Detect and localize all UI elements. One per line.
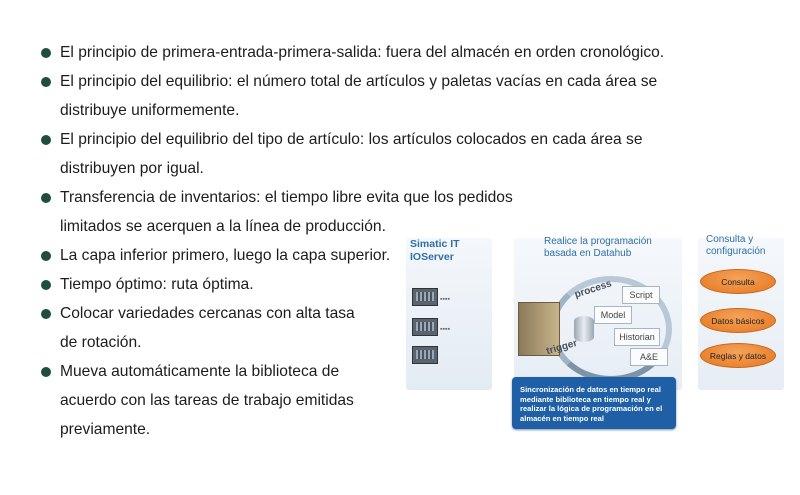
database-icon: [574, 316, 594, 342]
bullet-text: Transferencia de inventarios: el tiempo libre evita que los pedidos: [60, 189, 513, 206]
device-label: ▪▪▪▪: [440, 296, 450, 303]
device-icon: [412, 346, 438, 364]
device-label: ▪▪▪▪: [440, 326, 450, 333]
datahub-title-1: Realice la programación: [544, 236, 652, 247]
bullet-dot-icon: [41, 251, 51, 261]
query-title-2: configuración: [706, 246, 766, 257]
model-box: Model: [594, 306, 632, 324]
historian-box: Historian: [614, 328, 660, 346]
device-icon: [412, 318, 438, 336]
bullet-text: El principio de primera-entrada-primera-salida: fuera del almacén en orden cronológico.: [60, 44, 665, 61]
bullet-text: previamente.: [60, 421, 151, 438]
datahub-title-2: basada en Datahub: [544, 248, 632, 259]
ioserver-title-2: IOServer: [410, 251, 454, 263]
ae-box: A&E: [630, 348, 668, 366]
ioserver-title-1: Simatic IT: [410, 238, 460, 250]
bullet-text: distribuyen por igual.: [60, 160, 204, 177]
bullet-dot-icon: [41, 280, 51, 290]
query-title-1: Consulta y: [706, 234, 754, 245]
consulta-button[interactable]: Consulta: [700, 269, 776, 294]
bullet-text: El principio del equilibrio del tipo de artículo: los artículos colocados en cada área se: [60, 131, 643, 148]
bullet-text: de rotación.: [60, 334, 142, 351]
script-box: Script: [622, 286, 660, 304]
device-icon: [412, 288, 438, 306]
bullet-dot-icon: [41, 48, 51, 58]
bullet-item: [40, 38, 700, 67]
bullet-item: [40, 125, 700, 183]
sync-description-text: Sincronización de datos en tiempo real mediante biblioteca en tiempo real y realizar la lógica de programación en el almacén en tiempo real: [520, 385, 663, 423]
bullet-dot-icon: [41, 135, 51, 145]
reglas-datos-button[interactable]: Reglas y datos: [700, 343, 776, 368]
bullet-text: limitados se acerquen a la línea de producción.: [60, 218, 386, 235]
process-label: process: [573, 278, 614, 301]
datahub-diagram: [398, 224, 798, 440]
bullet-dot-icon: [41, 193, 51, 203]
bullet-text: Tiempo óptimo: ruta óptima.: [60, 276, 254, 293]
datos-basicos-button[interactable]: Datos básicos: [700, 308, 776, 333]
bullet-dot-icon: [41, 77, 51, 87]
bullet-text: El principio del equilibrio: el número total de artículos y paletas vacías en cada área se: [60, 73, 658, 90]
bullet-text: acuerdo con las tareas de trabajo emitidas: [60, 392, 354, 409]
sync-description-box: [512, 377, 676, 429]
bullet-dot-icon: [41, 367, 51, 377]
bullet-item: [40, 67, 700, 125]
bullet-text: Colocar variedades cercanas con alta tasa: [60, 305, 355, 322]
bullet-text: distribuye uniformemente.: [60, 102, 240, 119]
bullet-text: La capa inferior primero, luego la capa superior.: [60, 247, 391, 264]
bullet-text: Mueva automáticamente la biblioteca de: [60, 363, 340, 380]
bullet-dot-icon: [41, 309, 51, 319]
trigger-label: trigger: [545, 337, 579, 358]
